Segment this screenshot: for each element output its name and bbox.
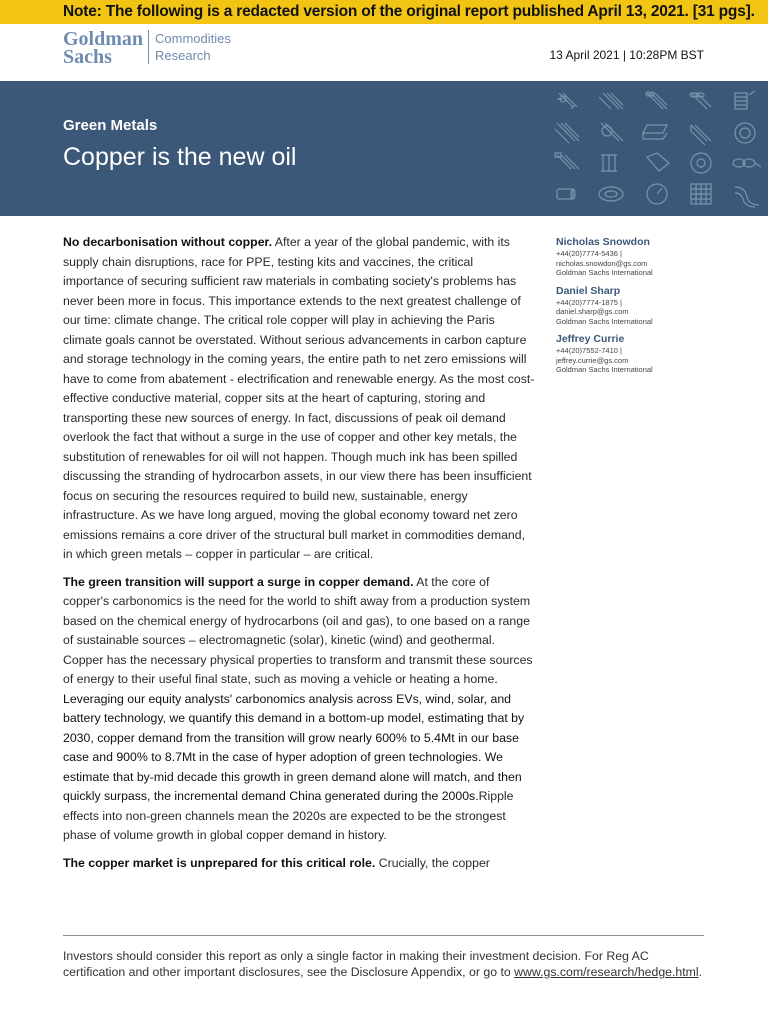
report-title: Copper is the new oil — [63, 143, 297, 171]
disclosure-end: . — [698, 965, 703, 979]
bolts-icon — [555, 153, 579, 169]
paragraph-2-lead: The green transition will support a surge in copper demand. — [63, 574, 414, 589]
division-line-2: Research — [155, 48, 211, 63]
author-email[interactable]: nicholas.snowdon@gs.com — [556, 258, 648, 268]
author-name: Nicholas Snowdon — [556, 236, 650, 248]
tubes-icon — [690, 93, 711, 109]
author-card — [556, 333, 716, 375]
gauge-icon — [647, 184, 667, 204]
author-phone: +44(20)7774-1875 | — [556, 297, 622, 307]
author-name: Jeffrey Currie — [556, 333, 625, 345]
logo-line-2: Sachs — [63, 46, 112, 68]
sheet-icon — [647, 153, 669, 171]
report-body — [63, 233, 535, 881]
ingot-icon — [643, 125, 667, 139]
report-series: Green Metals — [63, 117, 158, 134]
ring-icon — [735, 123, 755, 143]
author-firm: Goldman Sachs International — [556, 316, 653, 326]
author-email[interactable]: jeffrey.currie@gs.com — [556, 355, 629, 365]
goldman-sachs-logo — [63, 30, 143, 66]
angle-profile-icon — [691, 125, 711, 145]
logo-line-1: Goldman — [63, 28, 144, 50]
division-name — [155, 30, 231, 64]
disc-icon — [691, 153, 711, 173]
author-card — [556, 236, 716, 278]
paragraph-2 — [63, 573, 535, 846]
paragraph-2-tail: Ripple effects into non-green channels mean the 2020s are expected to be the strongest phase of volume growth in global copper demand in history. — [63, 789, 514, 842]
metals-icon-grid — [551, 89, 767, 214]
division-line-1: Commodities — [155, 31, 231, 46]
disclosure-footer — [63, 948, 704, 980]
paragraph-1 — [63, 233, 535, 565]
footer-divider — [63, 935, 704, 936]
author-email[interactable]: daniel.sharp@gs.com — [556, 307, 629, 316]
redaction-note-bar: Note: The following is a redacted version of the original report published April 13, 2021. [31 pgs]. — [0, 0, 768, 24]
author-list — [556, 236, 716, 382]
wire-bundle-icon — [555, 123, 579, 143]
author-card — [556, 285, 716, 327]
report-header — [0, 24, 768, 81]
pipes-icon — [646, 92, 667, 109]
paragraph-3-text: Crucially, the copper — [375, 855, 490, 870]
paragraph-1-text: After a year of the global pandemic, with its supply chain disruptions, race for PPE, testing kits and vaccines, the critical importance of securing sufficient raw materials in combating society's problems has never been more in focus. This importance extends to the next greatest challenge of our time: climate change. The critical role copper will play in achieving the Paris climate goals cannot be overstated. Without serious advancements in carbon capture and storage technology in the coming years, the entire path to net zero emissions will have to come from abatement - electrification and renewable energy. As the most cost-effective conductive material, copper sits at the heart of capturing, storing and transporting these new sources of energy. In fact, discussions of peak oil demand overlook the fact that without a surge in the use of copper and other key metals, the substitution of renewables for oil will not happen. Though much ink has been spilled discussing the stranding of hydrocarbon assets, in our view there has been insufficient focus on securing the resources required to build new, sustainable, energy infrastructure. As we have long argued, moving the global economy toward net zero emissions remains a core driver of the structural bull market in commodities demand, in which green metals – copper in particular – are critical. — [63, 235, 535, 561]
wire-coil-icon — [557, 93, 577, 109]
title-banner — [0, 81, 768, 216]
author-firm: Goldman Sachs International — [556, 365, 653, 374]
author-phone: +44(20)7774-5436 | — [556, 249, 622, 258]
author-name: Daniel Sharp — [556, 284, 621, 297]
logo-divider — [148, 30, 149, 64]
chain-icon — [733, 159, 761, 167]
rods-icon — [599, 93, 623, 109]
spring-icon — [735, 91, 755, 109]
mesh-icon — [691, 184, 711, 204]
paragraph-3 — [63, 854, 535, 874]
author-phone: +44(20)7552-7410 | — [556, 346, 622, 355]
bars-icon — [601, 155, 617, 171]
paragraph-2-text: At the core of copper's carbonomics is the need for the world to shift away from a production system based on the chemical energy of hydrocarbons (oil and gas), to one based on a range of sustainable sources – electromagnetic (solar), kinetic (wind) and geothermal. Copper has the necessary physical properties to transform and transmit these sources of energy to their useful final state, such as moving a vehicle or heating a home. — [63, 574, 533, 686]
disclosure-link[interactable]: www.gs.com/research/hedge.html — [514, 965, 699, 979]
disclosure-text: Investors should consider this report as only a single factor in making their investment decision. For Reg AC certification and other important disclosures, see the Disclosure Appendix, or go to — [63, 949, 649, 979]
cable-roll-icon — [599, 187, 623, 201]
paragraph-3-lead: The copper market is unprepared for this critical role. — [63, 855, 376, 870]
report-date: 13 April 2021 | 10:28PM BST — [549, 48, 704, 62]
coil-icon — [601, 123, 623, 141]
paragraph-2-emphasis: Leveraging our equity analysts' carbonomics analysis across EVs, wind, solar, and battery technology, we quantify this demand in a bottom-up model, estimating that by 2030, copper demand from the transition will grow nearly 600% to 5.4Mt in our base case and 900% to 8.7Mt in the case of hyper adoption of green technologies. We estimate that by-mid decade this growth in green demand alone will match, and then quickly surpass, the incremental demand China generated during the 2000s. — [63, 691, 525, 803]
author-firm: Goldman Sachs International — [556, 268, 653, 277]
bent-pipe-icon — [735, 187, 759, 207]
paragraph-1-lead: No decarbonisation without copper. — [63, 235, 273, 249]
cylinder-icon — [557, 189, 575, 199]
